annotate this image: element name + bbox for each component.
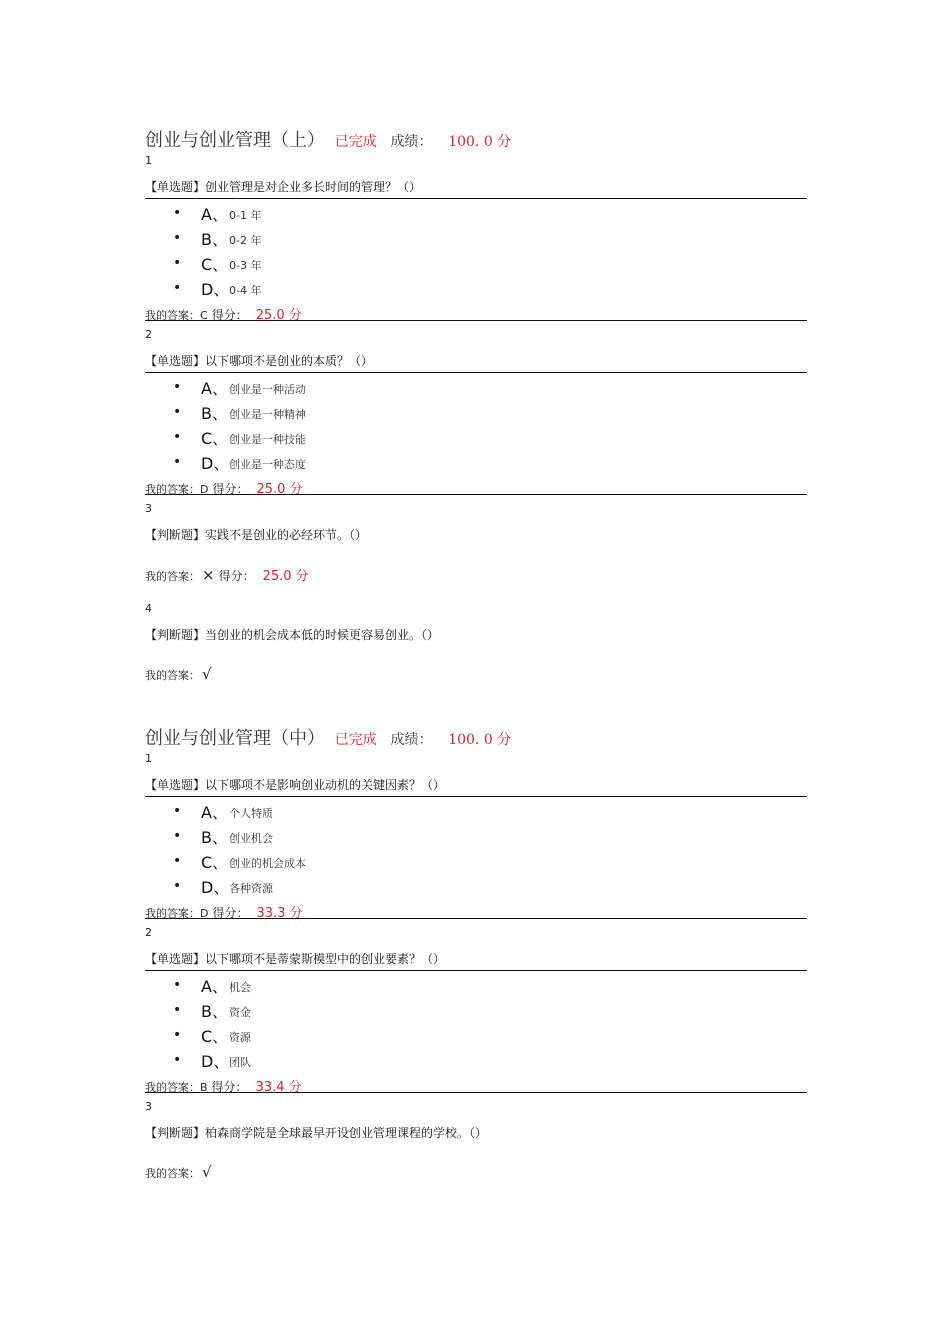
option-text: 机会	[229, 981, 251, 994]
answer-label: 我的答案：	[145, 669, 200, 682]
question-score: 33.4 分	[255, 1080, 302, 1095]
answer-label: 我的答案：	[145, 570, 200, 583]
my-answer: C	[200, 309, 208, 322]
option-text: 创业是一种活动	[229, 383, 306, 396]
divider	[145, 372, 807, 373]
option-letter: C、	[201, 429, 229, 448]
option-letter: B、	[201, 828, 228, 847]
option-text: 0-1 年	[229, 209, 262, 222]
bullet-icon: •	[173, 255, 182, 271]
bullet-icon: •	[173, 429, 182, 445]
answer-row	[145, 565, 309, 584]
question-number: 1	[145, 752, 152, 765]
my-answer: ×	[202, 566, 215, 584]
option-letter: B、	[201, 404, 228, 423]
question-text: 【判断题】柏森商学院是全球最早开设创业管理课程的学校。（）	[145, 1126, 488, 1140]
bullet-icon: •	[173, 1052, 182, 1068]
option-text: 创业是一种技能	[229, 433, 306, 446]
answer-label: 我的答案：	[145, 1167, 200, 1180]
bullet-icon: •	[173, 803, 182, 819]
completion-status: 已完成	[334, 732, 377, 748]
my-answer: √	[202, 1163, 212, 1181]
score-label: 得分：	[212, 906, 249, 920]
question-number: 3	[145, 502, 152, 515]
score-label: 得分：	[211, 308, 248, 322]
bullet-icon: •	[173, 205, 182, 221]
question-score: 25.0 分	[256, 482, 303, 497]
question-text: 【判断题】实践不是创业的必经环节。（）	[145, 528, 368, 542]
question-number: 3	[145, 1100, 152, 1113]
option-text: 团队	[229, 1056, 251, 1069]
option-letter: A、	[201, 977, 228, 996]
option-letter: D、	[201, 1052, 230, 1071]
answer-label: 我的答案：	[145, 309, 200, 322]
bullet-icon: •	[173, 230, 182, 246]
option-text: 各种资源	[229, 882, 273, 895]
bullet-icon: •	[173, 379, 182, 395]
question-text: 【单选题】以下哪项不是创业的本质？（）	[145, 354, 374, 368]
option-letter: C、	[201, 1027, 229, 1046]
question-number: 2	[145, 926, 152, 939]
option-letter: C、	[201, 255, 229, 274]
divider	[145, 494, 807, 495]
option-letter: C、	[201, 853, 229, 872]
score-label: 成绩：	[390, 732, 433, 748]
section-score: 100. 0 分	[448, 134, 512, 150]
my-answer: B	[200, 1081, 208, 1094]
my-answer: D	[200, 483, 209, 496]
bullet-icon: •	[173, 404, 182, 420]
answer-label: 我的答案：	[145, 907, 200, 920]
option-text: 创业是一种精神	[229, 408, 306, 421]
answer-row	[145, 1163, 212, 1181]
question-text: 【单选题】以下哪项不是影响创业动机的关键因素？（）	[145, 778, 446, 792]
bullet-icon: •	[173, 977, 182, 993]
option-text: 创业的机会成本	[229, 857, 306, 870]
bullet-icon: •	[173, 878, 182, 894]
section-score: 100. 0 分	[448, 732, 512, 748]
divider	[145, 198, 807, 199]
option-letter: A、	[201, 205, 228, 224]
my-answer: √	[202, 665, 212, 683]
bullet-icon: •	[173, 1002, 182, 1018]
question-text: 【单选题】创业管理是对企业多长时间的管理？（）	[145, 180, 422, 194]
score-label: 得分：	[211, 1080, 248, 1094]
option-letter: D、	[201, 454, 230, 473]
option-text: 创业机会	[229, 832, 273, 845]
bullet-icon: •	[173, 828, 182, 844]
question-number: 1	[145, 154, 152, 167]
question-number: 2	[145, 328, 152, 341]
question-text: 【判断题】当创业的机会成本低的时候更容易创业。（）	[145, 628, 440, 642]
question-score: 25.0 分	[255, 308, 302, 323]
option-letter: D、	[201, 280, 230, 299]
answer-label: 我的答案：	[145, 483, 200, 496]
my-answer: D	[200, 907, 209, 920]
divider	[145, 970, 807, 971]
option-text: 0-3 年	[229, 259, 262, 272]
bullet-icon: •	[173, 454, 182, 470]
option-letter: D、	[201, 878, 230, 897]
option-text: 个人特质	[229, 807, 273, 820]
section-title-row	[145, 724, 511, 750]
divider	[145, 796, 807, 797]
answer-row	[145, 665, 212, 683]
score-label: 得分：	[212, 482, 249, 496]
question-number: 4	[145, 602, 152, 615]
divider	[145, 1092, 807, 1093]
bullet-icon: •	[173, 853, 182, 869]
divider	[145, 320, 807, 321]
bullet-icon: •	[173, 280, 182, 296]
option-letter: B、	[201, 230, 228, 249]
option-text: 创业是一种态度	[229, 458, 306, 471]
option-text: 0-2 年	[229, 234, 262, 247]
option-text: 0-4 年	[229, 284, 262, 297]
question-score: 25.0 分	[262, 569, 309, 584]
bullet-icon: •	[173, 1027, 182, 1043]
question-text: 【单选题】以下哪项不是蒂蒙斯模型中的创业要素？（）	[145, 952, 446, 966]
answer-label: 我的答案：	[145, 1081, 200, 1094]
section-title: 创业与创业管理（中）	[145, 728, 325, 749]
score-label: 得分：	[218, 569, 255, 583]
completion-status: 已完成	[334, 134, 377, 150]
option-text: 资源	[229, 1031, 251, 1044]
option-letter: B、	[201, 1002, 228, 1021]
divider	[145, 918, 807, 919]
option-letter: A、	[201, 379, 228, 398]
question-score: 33.3 分	[256, 906, 303, 921]
option-text: 资金	[229, 1006, 251, 1019]
score-label: 成绩：	[390, 134, 433, 150]
section-title: 创业与创业管理（上）	[145, 130, 325, 151]
section-title-row	[145, 126, 511, 152]
option-letter: A、	[201, 803, 228, 822]
